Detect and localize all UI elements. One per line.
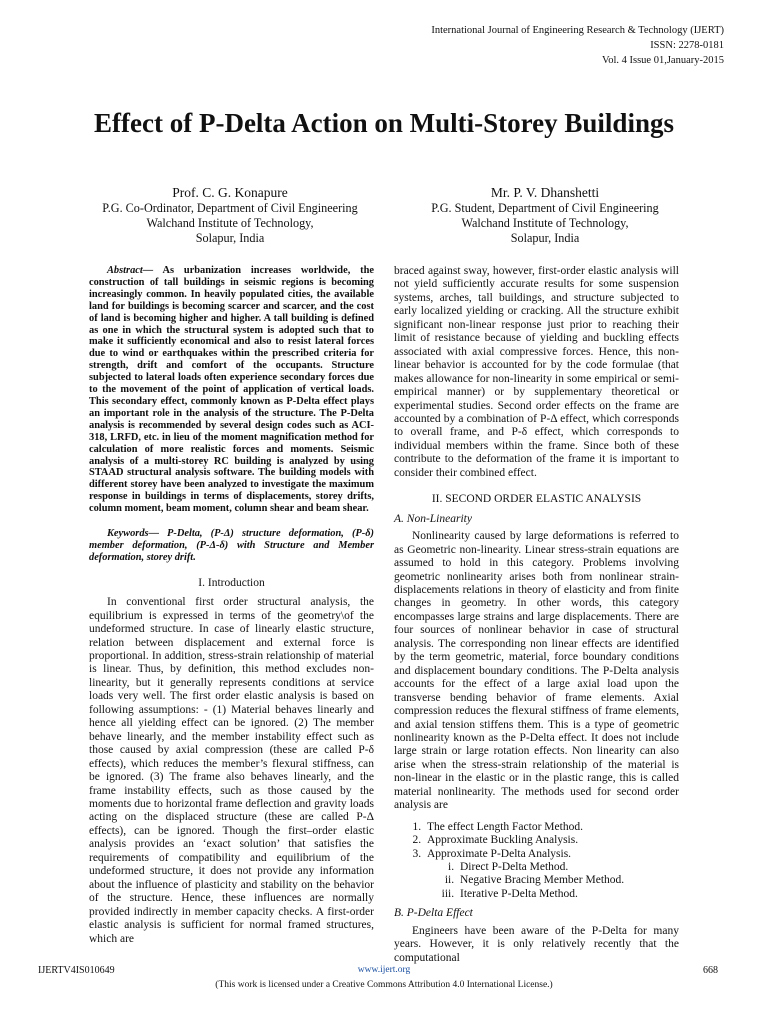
keywords: Keywords— P-Delta, (P-Δ) structure deformation, (P-δ) member deformation, (P-Δ-δ) with Structure and Member deformation, storey drift. [89, 528, 374, 563]
author-role: P.G. Co-Ordinator, Department of Civil Engineering [102, 201, 358, 215]
journal-url-link[interactable]: www.ijert.org [357, 965, 411, 975]
subsection-p-delta-effect: B. P-Delta Effect [394, 907, 473, 920]
journal-header [431, 23, 724, 68]
list-item: 1. The effect Length Factor Method. [424, 821, 679, 834]
p-delta-paragraph: Engineers have been aware of the P-Delta for many years. However, it is only relatively recently that the computational [394, 924, 679, 964]
left-column [89, 265, 374, 946]
methods-list [394, 821, 679, 902]
author-2 [395, 184, 695, 246]
journal-name: International Journal of Engineering Research & Technology (IJERT) [431, 25, 724, 36]
section-heading-second-order: II. SECOND ORDER ELASTIC ANALYSIS [431, 493, 642, 506]
abstract-label: Abstract— [107, 265, 154, 276]
author-role: P.G. Student, Department of Civil Engineering [431, 201, 659, 215]
author-name: Prof. C. G. Konapure [172, 185, 288, 200]
section-heading-intro: I. Introduction [198, 576, 265, 589]
submethods-list [427, 861, 679, 901]
page-number: 668 [703, 965, 718, 976]
paper-id: IJERTV4IS010649 [38, 965, 115, 976]
volume-issue: Vol. 4 Issue 01,January-2015 [601, 55, 724, 66]
list-item: iii. Iterative P-Delta Method. [457, 888, 679, 901]
author-1 [80, 184, 380, 246]
nonlinearity-paragraph: Nonlinearity caused by large deformations is referred to as Geometric non-linearity. Linear stress-strain equations are assumed to hold in this category. Problems involving geometric nonlinearity arises both from nonlinear strain-displacements relations in theory of elasticity and from finite changes in geometry. In other words, this category encompasses large strains and large displacements. There are four sources of nonlinear behavior in case of structural analysis. The corresponding non linear effects are identified by the term geometric, material, force boundary conditions and displacement boundary conditions. The P-Delta analysis accounts for the effect of a large axial load upon the transverse bending behavior of frame elements. Axial compression reduces the flexural stiffness of frame elements, and axial tension stiffens them. This is a type of geometric nonlinearity known as the P-Delta effect. It does not include large strain or large rotation effects. Non linearity can also arise when the stress-strain relationship of the material is non-linear in the elastic or in the plastic range, this is called material nonlinearity. The methods used for second order analysis are [394, 530, 679, 812]
list-item-label: Approximate P-Delta Analysis. [427, 847, 572, 860]
author-institute: Walchand Institute of Technology, [461, 216, 629, 230]
list-item [424, 848, 679, 902]
author-location: Solapur, India [195, 231, 265, 245]
author-institute: Walchand Institute of Technology, [146, 216, 314, 230]
intro-paragraph: In conventional first order structural analysis, the equilibrium is expressed in terms of the geometry\of the undeformed structure. In case of linearly elastic structure, relation between displacement and external force is proportional. In addition, stress-strain relationship of material is linear. Thus, by definition, this method excludes non-linearity, but it generally represents conditions at service loads very well. The first order elastic analysis is based on following assumptions: - (1) Material behaves linearly and hence all yielding effect can be ignored. (2) The member behave linearly, and the member instability effect such as those caused by axial compression (these are called P-δ effects), which reduces the member’s flexural stiffness, can be ignored. (3) The frame also behaves linearly, and the frame instability effects, such as those caused by the moments due to horizontal frame deflection and gravity loads acting on the displaced structure (these are called P-Δ effects), can be ignored. Though the first–order elastic analysis provides an ‘exact solution’ that satisfies the requirements of compatibility and equilibrium of the undeformed structure, it does not provide any information about the influence of plasticity and stability on the behavior of the structure. Hence, these influences are normally provided indirectly in member capacity checks. A first-order elastic analysis is sufficient for normal framed structures, which are [89, 596, 374, 945]
issn: ISSN: 2278-0181 [650, 40, 724, 51]
paper-title: Effect of P-Delta Action on Multi-Storey Buildings [94, 108, 674, 138]
abstract-text: As urbanization increases worldwide, the construction of tall buildings in seismic regions is becoming increasingly common. In heavily populated cities, the available land for buildings is becoming scarcer and scarcer, and the cost of land is becoming higher and higher. A tall building is defined as one in which the structural system is adopted such that to make it sufficiently economical and also to resist lateral forces due to wind or earthquakes within the prescribed criteria for strength, drift and comfort of the occupants. Structure subjected to lateral loads often experience secondary forces due to the movement of the point of application of vertical loads. This secondary effect, commonly known as P-Delta effect plays an important role in the analysis of the structure. The P-Delta analysis is recommended by several design codes such as ACI-318, LRFD, etc. in lieu of the moment magnification method for calculation of more realistic forces and moments. Seismic analysis of a multi-storey RC building is analyzed by using STAAD structural analysis software. The building models with different storey have been analyzed to investigate the maximum response in buildings in terms of displacements, storey drifts, column moment, beam moment, column shear and beam shear. [89, 265, 374, 515]
author-name: Mr. P. V. Dhanshetti [490, 185, 600, 200]
abstract [89, 265, 374, 515]
list-item: ii. Negative Bracing Member Method. [457, 874, 679, 887]
list-item: 2. Approximate Buckling Analysis. [424, 834, 679, 847]
subsection-nonlinearity: A. Non-Linearity [394, 512, 472, 525]
continued-paragraph: braced against sway, however, first-order elastic analysis will not yield sufficiently accurate results for some suspension systems, arches, tall buildings, and structure subjected to early localized yielding or cracking. All the structure exhibit significant non-linear response just prior to reaching their limit of resistance because of yielding and buckling effects associated with axial compressive forces. Hence, this non-linear behavior is accounted for by the code formulae (that makes allowance for non-linearity in some empirical or semi-empirical manner) or by supplementary theoretical or experimental studies. Second order effects on the frame are accounted by a combination of P-Δ effect, which corresponds to overall frame, and P-δ effect, which corresponds to individual members within the frame. Since both of these contribute to the deformation of the frame it is important to consider their combined effect. [394, 265, 679, 479]
author-location: Solapur, India [510, 231, 580, 245]
list-item: i. Direct P-Delta Method. [457, 861, 679, 874]
right-column [394, 265, 679, 965]
license-notice: (This work is licensed under a Creative Commons Attribution 4.0 International License.) [215, 980, 553, 990]
